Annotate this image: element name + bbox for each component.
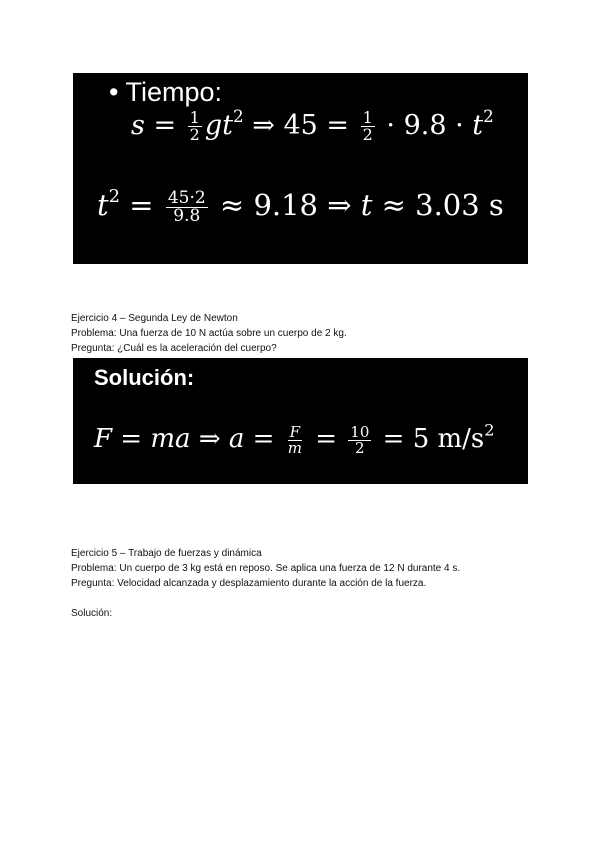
formula-image-newton [73, 358, 528, 484]
numerator: 1 [189, 108, 200, 127]
numerator: 45·2 [167, 187, 206, 208]
equation-newton: F = ma ⇒ a = $\frac{F}{m}$ = $\frac{10}{2}$ = 5 $m/s^2$ [94, 420, 495, 457]
exercise-4-text [71, 311, 347, 356]
var-m: m [150, 424, 176, 454]
exercise-4-question: Pregunta: ¿Cuál es la aceleración del cuerpo? [71, 343, 277, 354]
exercise-5-solution-label: Solución: [71, 608, 113, 619]
acceleration-result: = 5 m/s [382, 424, 485, 454]
solution-heading: Solución: [94, 365, 195, 390]
implies-arrow: ⇒ [252, 110, 275, 141]
exercise-5-problem: Problema: Un cuerpo de 3 kg está en reposo. Se aplica una fuerza de 12 N durante 4 s. [71, 563, 461, 574]
exercise-5-text [71, 546, 460, 591]
denominator: 2 [362, 125, 373, 144]
var-a: a [175, 424, 191, 454]
equation-time-result: $t^2$ = $\frac{45\cdot 2}{9.8}$ ≈ 9.18 ⇒ t ≈ 3.03 s [97, 186, 504, 226]
var-t: t [97, 188, 109, 222]
implies-arrow: ⇒ [198, 424, 221, 454]
var-t: t [360, 188, 373, 222]
var-g: g [204, 110, 223, 141]
fraction-half-2 [361, 110, 375, 143]
time-result: ≈ 3.03 s [381, 188, 504, 222]
bullet-icon: • [109, 77, 119, 107]
numerator: 10 [350, 422, 370, 441]
fraction-half [188, 110, 202, 143]
fraction-F-over-m [286, 422, 304, 457]
exercise-4-problem: Problema: Una fuerza de 10 N actúa sobre un cuerpo de 2 kg. [71, 328, 347, 339]
exponent: 2 [233, 105, 244, 126]
numerator: F [289, 422, 301, 441]
denominator: 2 [355, 438, 365, 457]
heading-tiempo: Tiempo: [125, 77, 222, 107]
exponent: 2 [484, 420, 495, 440]
denominator: 9.8 [173, 205, 201, 226]
exponent: 2 [108, 186, 121, 208]
denominator: m [287, 438, 302, 457]
var-s: s [131, 110, 145, 141]
fraction-45x2-over-9.8 [166, 187, 208, 226]
var-F: F [94, 424, 113, 454]
var-t: t [472, 110, 484, 141]
equation-free-fall: s = $\frac{1}{2}$ $gt^2$ ⇒ 45 = $\frac{1}{2}$ · $9.8 \cdot t^2$ [131, 105, 494, 144]
exercise-4-title: Ejercicio 4 – Segunda Ley de Newton [71, 313, 238, 324]
fraction-10-over-2 [348, 422, 371, 457]
denominator: 2 [189, 125, 200, 144]
numerator: 1 [362, 108, 373, 127]
multiplier: · 9.8 · [386, 110, 464, 141]
bullet-heading [109, 77, 222, 107]
exponent: 2 [483, 105, 494, 126]
var-t: t [222, 110, 233, 141]
exercise-5-title: Ejercicio 5 – Trabajo de fuerzas y dinámica [71, 548, 262, 559]
approx-value: ≈ 9.18 ⇒ [219, 188, 352, 222]
formula-image-tiempo [73, 73, 528, 264]
value-45: 45 [283, 110, 318, 141]
var-a: a [228, 424, 245, 454]
exercise-5-question: Pregunta: Velocidad alcanzada y desplazamiento durante la acción de la fuerza. [71, 578, 427, 589]
